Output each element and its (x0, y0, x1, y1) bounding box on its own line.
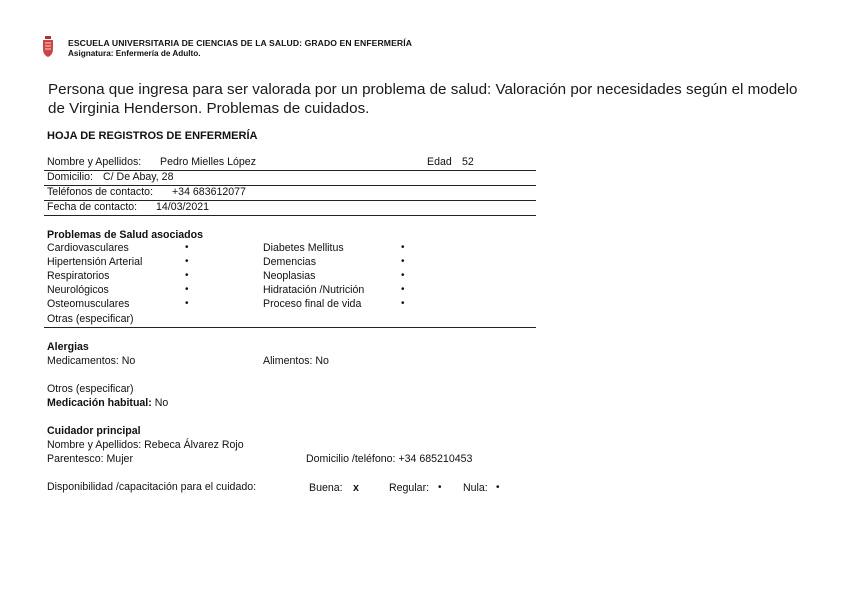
availability-regular-mark: • (438, 482, 442, 493)
bullet: • (185, 298, 189, 309)
caregiver-relation: Parentesco: Mujer (47, 453, 133, 465)
problem-item: Diabetes Mellitus (263, 242, 344, 254)
caregiver-title: Cuidador principal (47, 425, 141, 437)
availability-null-mark: • (496, 482, 500, 493)
problems-title: Problemas de Salud asociados (47, 229, 204, 241)
problem-item: Proceso final de vida (263, 298, 362, 310)
bullet: • (401, 284, 405, 295)
patient-name-label: Nombre y Apellidos: (47, 156, 142, 168)
allergies-title: Alergias (47, 341, 89, 353)
habitual-medication-value: No (154, 397, 169, 409)
problem-item: Neurológicos (47, 284, 109, 296)
school-name: ESCUELA UNIVERSITARIA DE CIENCIAS DE LA SALUD: GRADO EN ENFERMERÍA (68, 38, 412, 48)
address-label: Domicilio: (47, 171, 93, 183)
bullet: • (401, 242, 405, 253)
availability-good-mark: x (353, 482, 359, 494)
problem-item: Osteomusculares (47, 298, 130, 310)
problems-other: Otras (especificar) (47, 313, 134, 325)
patient-address: C/ De Abay, 28 (103, 171, 174, 183)
bullet: • (185, 284, 189, 295)
contact-date: 14/03/2021 (156, 201, 210, 213)
problem-item: Hidratación /Nutrición (263, 284, 365, 296)
divider (44, 215, 536, 216)
availability-null-label: Nula: (463, 482, 488, 494)
phone-label: Teléfonos de contacto: (47, 186, 154, 198)
patient-phone: +34 683612077 (172, 186, 246, 198)
bullet: • (185, 270, 189, 281)
bullet: • (401, 298, 405, 309)
availability-label: Disponibilidad /capacitación para el cuidado: (47, 481, 257, 493)
subject-name: Asignatura: Enfermería de Adulto. (68, 49, 201, 58)
problem-item: Demencias (263, 256, 316, 268)
sheet-title: HOJA DE REGISTROS DE ENFERMERÍA (47, 130, 258, 142)
university-crest-icon (42, 36, 54, 58)
intro-text: Persona que ingresa para ser valorada por un problema de salud: Valoración por necesidades según el modelo de Virginia Henderson. Problemas de cuidados. (48, 81, 798, 117)
allergy-medications: Medicamentos: No (47, 355, 136, 367)
divider (44, 327, 536, 328)
bullet: • (401, 270, 405, 281)
problem-item: Cardiovasculares (47, 242, 129, 254)
patient-age: 52 (462, 156, 474, 168)
problem-item: Neoplasias (263, 270, 316, 282)
bullet: • (185, 242, 189, 253)
bullet: • (185, 256, 189, 267)
habitual-medication-label: Medicación habitual: (47, 397, 152, 409)
patient-name: Pedro Mielles López (160, 156, 256, 168)
patient-age-label: Edad (427, 156, 452, 168)
allergy-other: Otros (especificar) (47, 383, 134, 395)
allergy-food: Alimentos: No (263, 355, 329, 367)
problem-item: Hipertensión Arterial (47, 256, 143, 268)
caregiver-contact: Domicilio /teléfono: +34 685210453 (306, 453, 473, 465)
caregiver-name: Nombre y Apellidos: Rebeca Álvarez Rojo (47, 439, 244, 451)
contact-date-label: Fecha de contacto: (47, 201, 138, 213)
availability-regular-label: Regular: (389, 482, 430, 494)
bullet: • (401, 256, 405, 267)
availability-good-label: Buena: (309, 482, 343, 494)
habitual-medication (47, 397, 168, 409)
problem-item: Respiratorios (47, 270, 110, 282)
